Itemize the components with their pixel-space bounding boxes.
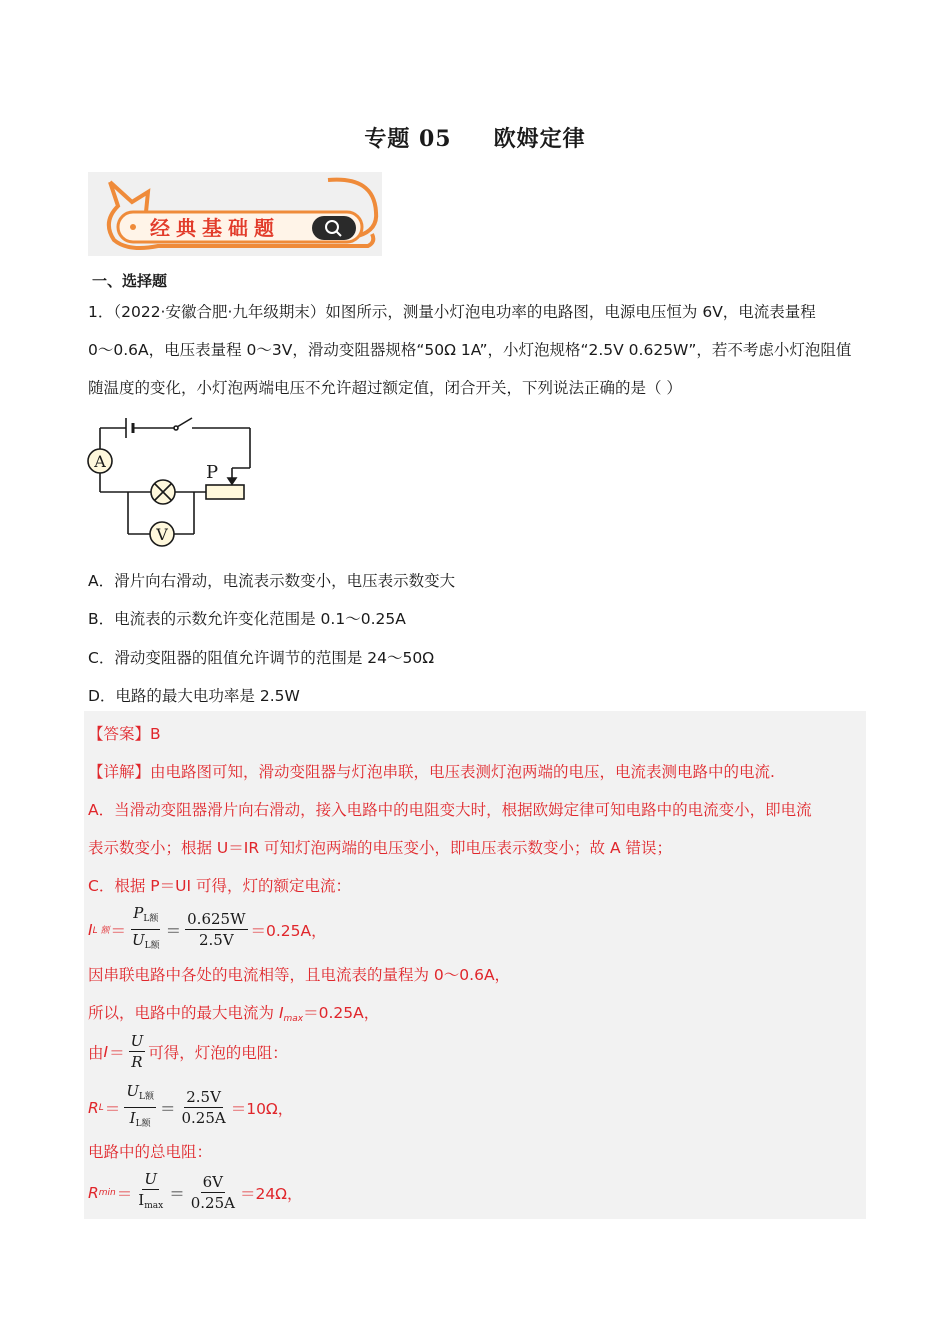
detail-series-current: 因串联电路中各处的电流相等，且电流表的量程为 0～0.6A， bbox=[88, 966, 511, 984]
fraction-u-over-r: $\frac{U}{R}$ bbox=[130, 1032, 144, 1071]
detail-line-4: C．根据 P＝UI 可得，灯的额定电流： bbox=[88, 877, 351, 895]
question-line-3: 随温度的变化，小灯泡两端电压不允许超过额定值，闭合开关，下列说法正确的是（ ） bbox=[88, 379, 682, 397]
fraction-u-over-imax: $\frac{U}{I_{max}}$ bbox=[138, 1170, 164, 1211]
option-d: D．电路的最大电功率是 2.5W bbox=[88, 687, 300, 705]
circuit-diagram bbox=[86, 412, 258, 554]
switch-lever bbox=[177, 418, 192, 427]
detail-line-3: 表示数变小；根据 U＝IR 可知灯泡两端的电压变小，即电压表示数变小；故 A 错误； bbox=[88, 839, 672, 857]
question-line-2: 0～0.6A，电压表量程 0～3V，滑动变阻器规格“50Ω 1A”，小灯泡规格“2.5V 0.625W”，若不考虑小灯泡阻值 bbox=[88, 341, 852, 359]
title-topic-name: 欧姆定律 bbox=[493, 126, 586, 152]
fraction-u-over-i: $\frac{U_{L额}}{I_{L额}}$ bbox=[126, 1082, 154, 1129]
equation-min-resistance: R min ＝ $\frac{U}{I_{max}}$ ＝ $\frac{6V}{0.25A}$ ＝24Ω， bbox=[88, 1170, 303, 1215]
rheostat-symbol bbox=[206, 485, 244, 499]
option-c: C．滑动变阻器的阻值允许调节的范围是 24～50Ω bbox=[88, 649, 435, 667]
section-banner bbox=[88, 172, 382, 256]
fraction-total-values: $\frac{6V}{0.25A}$ bbox=[190, 1173, 235, 1212]
page-title bbox=[0, 122, 950, 153]
answer-line: 【答案】B bbox=[88, 725, 161, 743]
equation-lamp-resistance: R L ＝ $\frac{U_{L额}}{I_{L额}}$ ＝ $\frac{2.5V}{0.25A}$ ＝10Ω， bbox=[88, 1082, 293, 1133]
option-b: B．电流表的示数允许变化范围是 0.1～0.25A bbox=[88, 610, 406, 628]
banner-text: 经典基础题 bbox=[150, 216, 280, 240]
detail-max-current: 所以，电路中的最大电流为 $I_{max}=0.25A$， bbox=[88, 1004, 380, 1024]
voltmeter-label: V bbox=[156, 525, 168, 544]
slider-label: P bbox=[206, 462, 219, 483]
question-line-1: 1．（2022·安徽合肥·九年级期末）如图所示，测量小灯泡电功率的电路图，电源电压恒为 6V，电流表量程 bbox=[88, 303, 816, 321]
equation-ohms-law: 由 I ＝ $\frac{U}{R}$ 可得，灯泡的电阻： bbox=[88, 1032, 288, 1071]
title-topic-number: 专题 05 bbox=[364, 126, 452, 152]
section-heading: 一、选择题 bbox=[92, 272, 168, 290]
detail-line-1: 【详解】由电路图可知，滑动变阻器与灯泡串联，电压表测灯泡两端的电压，电流表测电路中的电流. bbox=[88, 763, 775, 781]
detail-total-resistance: 电路中的总电阻： bbox=[88, 1143, 213, 1161]
equation-rated-current: I L 额 ＝ $\frac{P_{L额}}{U_{L额}}$ ＝ $\frac{0.625W}{2.5V}$ ＝0.25A， bbox=[88, 904, 327, 955]
fraction-lamp-values: $\frac{2.5V}{0.25A}$ bbox=[181, 1088, 226, 1127]
ammeter-label: A bbox=[94, 452, 106, 471]
fraction-values: $\frac{0.625W}{2.5V}$ bbox=[187, 910, 246, 949]
fox-banner-graphic bbox=[88, 172, 382, 256]
fraction-p-over-u: $\frac{P_{L额}}{U_{L额}}$ bbox=[131, 904, 160, 951]
option-a: A．滑片向右滑动，电流表示数变小，电压表示数变大 bbox=[88, 572, 456, 590]
detail-line-2: A．当滑动变阻器滑片向右滑动，接入电路中的电阻变大时，根据欧姆定律可知电路中的电流变小，即电流 bbox=[88, 801, 812, 819]
